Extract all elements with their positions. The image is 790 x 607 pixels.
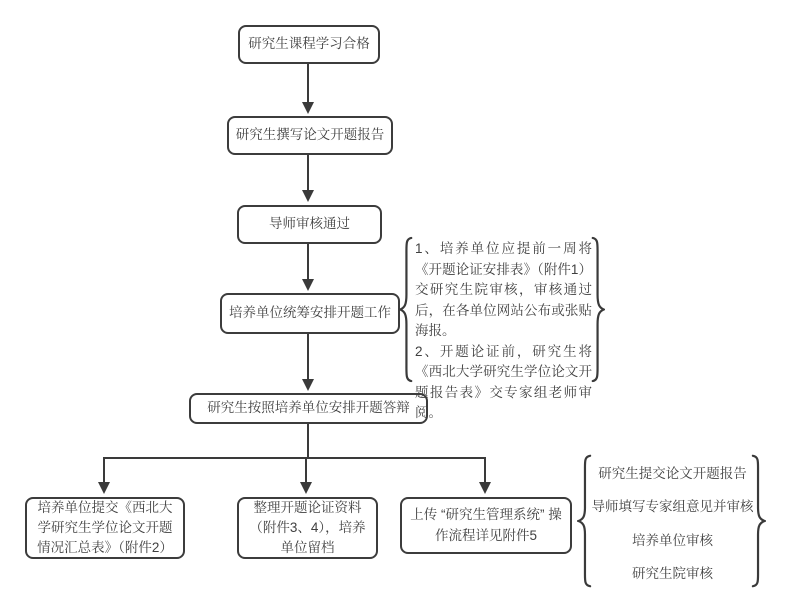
arrow-line-3 [307,244,309,279]
node-supervisor-approved: 导师审核通过 [237,205,382,244]
curly-brace-left-icon [399,236,413,383]
branch-horizontal-line [104,457,486,459]
branch-stem-line [307,424,309,458]
upload-steps-note [591,462,754,582]
arrow-down-icon [302,102,314,114]
curly-brace-right-icon [591,236,605,383]
node-course-qualified: 研究生课程学习合格 [238,25,380,64]
arrow-down-icon [479,482,491,494]
upload-step-4: 研究生院审核 [632,565,713,581]
node-upload-system: 上传 “研究生管理系统” 操作流程详见附件5 [400,497,572,554]
arrow-down-icon [302,379,314,391]
arrow-line-1 [307,64,309,102]
branch-drop-line-center [305,457,307,483]
upload-step-1: 研究生提交论文开题报告 [598,466,747,481]
branch-drop-line-left [103,457,105,483]
upload-step-2: 导师填写专家组意见并审核 [591,499,754,515]
arrow-line-4 [307,334,309,379]
arrow-down-icon [302,279,314,291]
node-submit-summary-form: 培养单位提交《西北大学研究生学位论文开题情况汇总表》（附件2） [25,497,185,559]
arrow-down-icon [98,482,110,494]
side-note [415,239,592,424]
node-proposal-defense: 研究生按照培养单位安排开题答辩 [189,393,428,424]
arrow-down-icon [300,482,312,494]
arrow-down-icon [302,190,314,202]
node-write-proposal: 研究生撰写论文开题报告 [227,116,393,155]
node-unit-arranges-work: 培养单位统筹安排开题工作 [220,293,400,334]
curly-brace-right-icon [751,454,766,588]
node-archive-materials: 整理开题论证资料（附件3、4），培养单位留档 [237,497,378,559]
upload-step-3: 培养单位审核 [632,532,713,548]
arrow-line-2 [307,155,309,191]
branch-drop-line-right [484,457,486,483]
curly-brace-left-icon [577,454,592,588]
side-note-item-1: 1、培养单位应提前一周将《开题论证安排表》（附件1）交研究生院审核，审核通过后，在各单位网站公布或张贴海报。 [415,241,592,338]
side-note-item-2: 2、开题论证前，研究生将《西北大学研究生学位论文开题报告表》交专家组老师审阅。 [415,343,592,420]
